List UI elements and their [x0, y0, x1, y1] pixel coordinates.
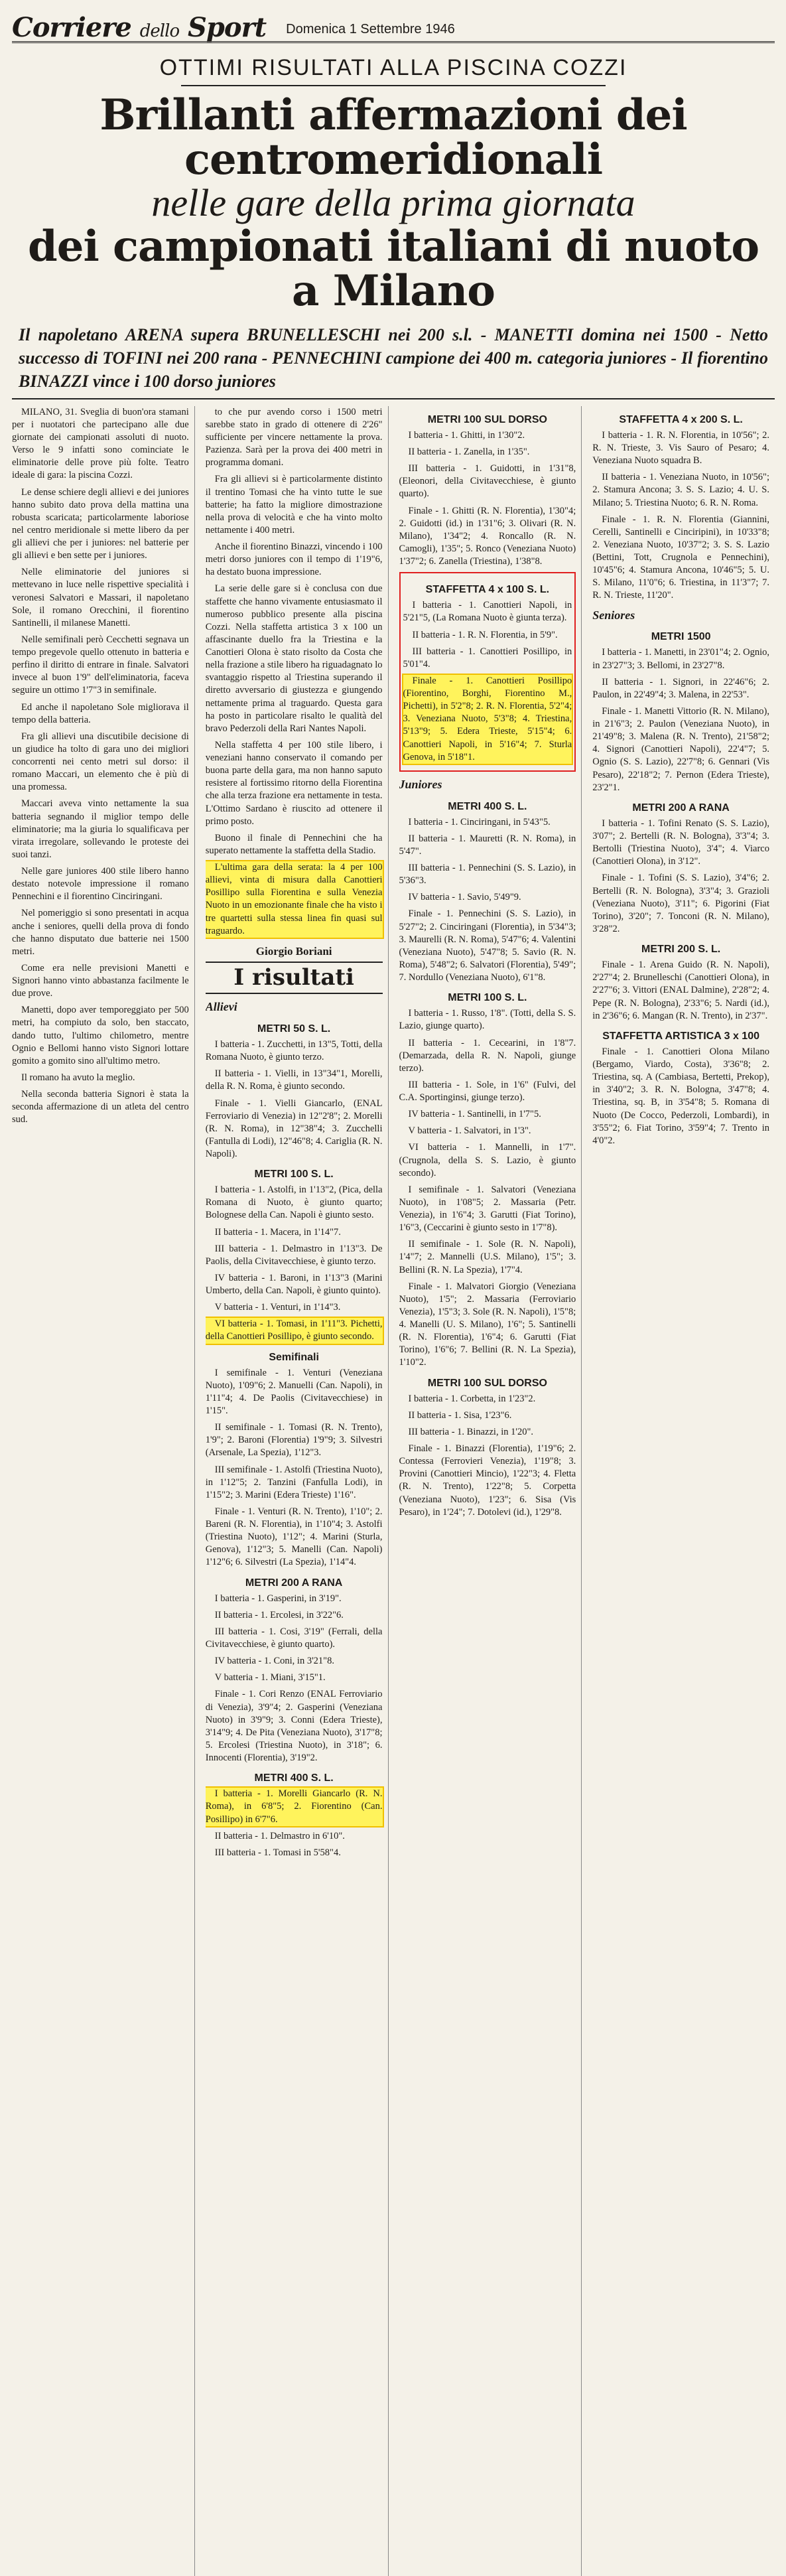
result-line: III batteria - 1. Sole, in 1'6" (Fulvi, del C.A. Sportinginsi, giunge terzo).	[399, 1079, 576, 1104]
masthead	[12, 7, 775, 43]
paragraph: Fra gli allievi una discutibile decisione di un giudice ha tolto di gara uno dei migliori concorrenti nei cento metri sul dorso: il romano Maccari, un elemento che è più di una promessa.	[12, 731, 189, 793]
event-heading: Semifinali	[269, 1351, 319, 1363]
paragraph: Manetti, dopo aver temporeggiato per 500 metri, ha compiuto da solo, ben staccato, dando tutto, l'ultimo chilometro, mentre Ognio e Bellomi hanno visto Signori lottare gomito a gomito sino all'ultimo metro.	[12, 1005, 189, 1066]
result-line: I batteria - 1. Russo, 1'8". (Totti, della S. S. Lazio, giunge quarto).	[399, 1008, 576, 1032]
result-line: III batteria - 1. Guidotti, in 1'31"8, (Eleonori, della Civitavecchiese, è giunto quarto).	[399, 463, 576, 500]
result-line: II batteria - 1. Ercolesi, in 3'22"6.	[214, 1609, 344, 1620]
result-line: V batteria - 1. Salvatori, in 1'3".	[408, 1125, 531, 1137]
headline-line1: Brillanti affermazioni dei centromeridionali	[99, 90, 687, 185]
column-1	[12, 406, 195, 2576]
result-line: Finale - 1. Malvatori Giorgio (Veneziana Nuoto), 1'5"; 2. Massaria (Ferroviario Venezia), 1'5"3; 3. Sole (R. N. Napoli), 1'5"8; 4. Manelli (U. S. Milano), 1'6"; 5. Santinelli (R. N. Florentia), 1'6"4; 6. Garutti (Fiat Torino), 1'6"6; 7. Bellini (R. N. La Spezia), 1'10"2.	[399, 1281, 576, 1368]
event-heading: METRI 400 S. L.	[448, 800, 527, 812]
result-line: III batteria - 1. Cosi, 3'19" (Ferrali, della Civitavecchiese, è giunto quarto).	[205, 1626, 383, 1650]
result-line: I batteria - 1. Zucchetti, in 13"5, Totti, della Romana Nuoto, è giunto terzo.	[205, 1039, 383, 1063]
result-line: V batteria - 1. Miani, 3'15"1.	[214, 1672, 326, 1683]
result-line: III batteria - 1. Delmastro in 1'13"3. De Paolis, della Civitavecchiese, è giunto terzo.	[205, 1243, 383, 1267]
result-line: I batteria - 1. Canottieri Napoli, in 5'21"5, (La Romana Nuoto è giunta terza).	[403, 600, 572, 624]
result-line: I batteria - 1. Corbetta, in 1'23"2.	[408, 1393, 536, 1404]
paragraph: Come era nelle previsioni Manetti e Signori hanno vinto abbastanza facilmente le due prove.	[12, 962, 189, 999]
paragraph: to che pur avendo corso i 1500 metri sarebbe stato in grado di ottenere di 2'26" sufficiente per vincere nettamente la prova. Pazienza. Sarà per la prova dei 400 metri in programma domani.	[205, 406, 383, 468]
column-2	[206, 406, 389, 2576]
event-heading: STAFFETTA 4 x 100 S. L.	[425, 584, 550, 596]
paragraph: Nella seconda batteria Signori è stata la seconda affermazione di un atleta del centro sud.	[12, 1089, 189, 1125]
section-heading: Allievi	[205, 1000, 237, 1014]
result-line: IV batteria - 1. Savio, 5'49"9.	[408, 892, 521, 903]
result-line: Finale - 1. Canottieri Olona Milano (Bergamo, Viardo, Costa), 3'36"8; 2. Triestina, sq. A (Cambiasa, Bertetti, Prekop), in 3'40"2; 3. R. N. Bologna, 3'47"8; 4. Triestina, sq. B, in 3'54"8; 5. Romana di Nuoto (De Cocco, Pederzoli, Lombardi), in 3'55"2; 6. Fiat Torino, 3'59"4; 7. Trento in 4'0"2.	[592, 1046, 769, 1146]
event-heading: METRI 50 S. L.	[257, 1023, 331, 1035]
results-heading: I risultati	[206, 962, 383, 994]
event-heading: METRI 1500	[651, 631, 711, 643]
paragraph: Le dense schiere degli allievi e dei juniores hanno subito dato prova della mattina una robusta scaricata; particolarmente laboriose nel centro meridionale si mette libero da per gli allievi che per i juniores: nel batterie per gli allievi e ben sette per i juniores.	[12, 486, 189, 561]
result-line: Finale - 1. Arena Guido (R. N. Napoli), 2'27"4; 2. Brunelleschi (Canottieri Olona), in 2'27"6; 3. Vittori (ENAL Dalmine), 2'28"2; 4. Pepe (R. N. Bologna), 2'33"6; 5. Nardi (id.), in 2'36"6; 6. Mangan (R. N. Trento), in 2'37".	[592, 960, 769, 1021]
event-heading: METRI 100 SUL DORSO	[427, 413, 547, 425]
section-heading: Juniores	[399, 777, 442, 791]
paragraph: Anche il fiorentino Binazzi, vincendo i 100 metri dorso juniores con il tempo di 1'19"6, ha destato buona impressione.	[205, 541, 383, 578]
paragraph: Fra gli allievi si è particolarmente distinto il trentino Tomasi che ha vinto tutte le sue batterie; ha fatto la migliore dimostrazione nella prova di velocità e che ha vinto molto nettamente i 400 metri.	[205, 474, 383, 536]
paragraph: Il romano ha avuto la meglio.	[21, 1072, 135, 1083]
event-heading: STAFFETTA 4 x 200 S. L.	[619, 413, 743, 425]
result-line: I semifinale - 1. Salvatori (Veneziana Nuoto), in 1'08"5; 2. Massaria (Petr. Venezia), in 1'6"4; 3. Garutti (Fiat Torino), 1'6"3, (Ceccarini è giunto sesto in 1'7"8).	[399, 1184, 576, 1234]
kicker-rule	[181, 85, 606, 86]
headline-line3: dei campionati italiani di nuoto a Milano	[27, 222, 759, 317]
result-line: II batteria - 1. Vielli, in 13"34"1, Morelli, della R. N. Roma, è giunto secondo.	[205, 1068, 383, 1092]
result-line: II batteria - 1. Cecearini, in 1'8"7. (Demarzada, della R. N. Napoli, giunge terzo).	[399, 1037, 576, 1074]
event-heading: METRI 200 A RANA	[245, 1577, 343, 1589]
result-line: I batteria - 1. Gasperini, in 3'19".	[214, 1593, 342, 1604]
result-line: III batteria - 1. Pennechini (S. S. Lazio), in 5'36"3.	[399, 863, 576, 887]
result-line: V batteria - 1. Venturi, in 1'14"3.	[214, 1302, 341, 1313]
result-line: III semifinale - 1. Astolfi (Triestina Nuoto), in 1'12"5; 2. Tanzini (Fanfulla Lodi), in 1'15"2; 3. Marini (Edera Trieste) 1'16".	[205, 1464, 383, 1500]
result-line: Finale - 1. R. N. Florentia (Giannini, Cerelli, Santinelli e Cinciripini), in 10'33"8; 2. Veneziana Nuoto, 10'37"2; 3. S. S. Lazio (Bettini, Tott, Crugnola e Pennechini), 10'45"6; 4. Stamura Ancona, 10'46"5; 5. U. S. Milano, 11'0"6; 6. Triestina, in 11'3"7; 7. R. N. Trieste, 11'20".	[592, 514, 769, 601]
highlighted-result-line: Finale - 1. Canottieri Posillipo (Fiorentino, Borghi, Fiorentino M., Pichetti), in 5'2"8; 2. R. N. Florentia, 5'2"4; 3. Veneziana Nuoto, 5'3"8; 4. Triestina, 5'13"9; 5. Edera Trieste, 5'15"4; 6. Canottieri Napoli, in 5'16"4; 7. Sturla Genova, in 5'18"1.	[403, 675, 572, 764]
paragraph: Nel pomeriggio si sono presentati in acqua anche i seniores, quelli della prova di fondo che hanno disputato due batterie nei 1500 metri.	[12, 908, 189, 957]
result-line: II batteria - 1. Zanella, in 1'35".	[408, 447, 530, 458]
result-line: I batteria - 1. Cinciringani, in 5'43"5.	[408, 816, 551, 827]
result-line: III batteria - 1. Tomasi in 5'58"4.	[214, 1847, 341, 1858]
event-heading: METRI 100 S. L.	[254, 1169, 334, 1181]
paragraph: Buono il finale di Pennechini che ha superato nettamente la staffetta della Stadio.	[205, 832, 383, 856]
relay-results-box	[399, 572, 576, 772]
event-heading: METRI 400 S. L.	[254, 1772, 334, 1784]
headline-line2: nelle gare della prima giornata	[151, 181, 635, 225]
result-line: II semifinale - 1. Sole (R. N. Napoli), 1'4"7; 2. Mannelli (U.S. Milano), 1'5"; 3. Bellini (R. N. La Spezia), 1'7"4.	[399, 1239, 576, 1275]
result-line: Finale - 1. Manetti Vittorio (R. N. Milano), in 21'6"3; 2. Paulon (Veneziana Nuoto), in 21'49"8; 3. Malena (R. N. Trento), 21'58"2; 4. Signori (Canottieri Napoli), 22'4"7; 5. Ognio (S. S. Lazio), 22'7"8; 6. Gennari (Vis Pesaro), 22'18"2; 7. Pernon (Edera Trieste), 23'2"1.	[592, 705, 769, 793]
headline-deck: Il napoletano ARENA supera BRUNELLESCHI nei 200 s.l. - MANETTI domina nei 1500 - Netto successo di TOFINI nei 200 rana - PENNECHINI campione dei 400 m. categoria juniores - Il fiorentino BINAZZI vince i 100 dorso juniores	[19, 324, 768, 391]
paragraph: Maccari aveva vinto nettamente la sua batteria segnando il miglior tempo delle eliminatorie; ma la giuria lo squalificava per virata irregolare, sollevando le proteste dei suoi tanzi.	[12, 798, 189, 860]
event-heading: METRI 100 S. L.	[448, 992, 527, 1004]
result-line: II batteria - 1. R. N. Florentia, in 5'9".	[412, 629, 558, 640]
result-line: II batteria - 1. Veneziana Nuoto, in 10'56"; 2. Stamura Ancona; 3. S. S. Lazio; 4. U. S. Milano; 5. Triestina Nuoto; 6. R. N. Roma.	[592, 472, 769, 508]
byline: Giorgio Boriani	[255, 944, 332, 958]
result-line: II batteria - 1. Macera, in 1'14"7.	[214, 1226, 341, 1238]
result-line: IV batteria - 1. Coni, in 3'21"8.	[214, 1656, 334, 1667]
result-line: II batteria - 1. Delmastro in 6'10".	[214, 1830, 345, 1841]
paragraph: Nelle semifinali però Cecchetti segnava un tempo pregevole quello ottenuto in batteria e perfino il diritto di entrare in finale. Salvatori invece al buon 1'9" dell'eliminatoria, faceva seguire un ottimo 1'7"3 in semifinale.	[12, 634, 189, 696]
result-line: Finale - 1. Vielli Giancarlo, (ENAL Ferroviario di Venezia) in 12"2'8"; 2. Morelli (R. N. Roma), in 12"38"4; 3. Zucchelli (Fantulla di Lodi), 12"46"8; 4. Cariglia (R. N. Napoli).	[205, 1098, 383, 1159]
paragraph: La serie delle gare si è conclusa con due staffette che hanno vivamente entusiasmato il numeroso pubblico presente alla piscina Cozzi. Nella staffetta artistica 3 x 100 un affascinante duello fra la Triestina e la Canottieri Olona è stato risolto da Costa che nella frazione a stile libero ha riguadagnato lo svantaggio rispetto al Triestina superando il diretto avversario di giustezza e giungendo nettamente prima al traguardo. Questa gara ha posto in particolare risalto le qualità del bravo Pederzoli della Rari Nantes Napoli.	[205, 583, 383, 734]
result-line: III batteria - 1. Canottieri Posillipo, in 5'01"4.	[403, 646, 572, 670]
highlighted-paragraph: L'ultima gara della serata: la 4 per 100 allievi, vinta di misura dalla Canottieri Posillipo sulla Fiorentina e sulla Venezia Nuoto in un emozionante finale che ha visto i tre quartetti sulla stessa linea fin quasi sul traguardo.	[206, 861, 383, 938]
event-heading: STAFFETTA ARTISTICA 3 x 100	[602, 1030, 759, 1042]
article-columns	[12, 406, 775, 2576]
result-line: II batteria - 1. Signori, in 22'46"6; 2. Paulon, in 22'49"4; 3. Malena, in 22'53".	[592, 676, 769, 700]
result-line: VI batteria - 1. Mannelli, in 1'7". (Crugnola, della S. S. Lazio, è giunto secondo).	[399, 1142, 576, 1179]
result-line: Finale - 1. Ghitti (R. N. Florentia), 1'30"4; 2. Guidotti (id.) in 1'31"6; 3. Olivari (R. N. Milano), 1'34"2; 4. Roncallo (R. N. Camogli), 1'35"; 5. Ronco (Veneziana Nuoto) 1'37"2; 6. Zanella (Triestina), 1'38"8.	[399, 505, 576, 567]
result-line: IV batteria - 1. Santinelli, in 1'7"5.	[408, 1109, 541, 1120]
result-line: II batteria - 1. Sisa, 1'23"6.	[408, 1409, 512, 1421]
newspaper-page	[12, 7, 775, 2528]
column-3	[399, 406, 582, 2576]
headline-kicker: OTTIMI RISULTATI ALLA PISCINA COZZI	[159, 55, 627, 80]
result-line: I batteria - 1. Manetti, in 23'01"4; 2. Ognio, in 23'27"3; 3. Bellomi, in 23'27"8.	[592, 647, 769, 671]
masthead-date: Domenica 1 Settembre 1946	[286, 22, 455, 36]
event-heading: METRI 200 S. L.	[641, 944, 721, 956]
result-line: IV batteria - 1. Baroni, in 1'13"3 (Marini Umberto, della Can. Napoli, è giunto quinto).	[205, 1272, 383, 1297]
highlighted-result-line: I batteria - 1. Morelli Giancarlo (R. N. Roma), in 6'8"5; 2. Fiorentino (Can. Posillipo) in 6'7"6.	[206, 1788, 383, 1825]
section-heading: Seniores	[592, 608, 635, 622]
result-line: II batteria - 1. Mauretti (R. N. Roma), in 5'47".	[399, 833, 576, 857]
result-line: Finale - 1. Venturi (R. N. Trento), 1'10"; 2. Bareni (R. N. Florentia), in 1'10"4; 3. Astolfi (Triestina Nuoto), 1'12"; 4. Marini (Sturla, Genova), 1'12"3; 5. Manelli (Can. Napoli) 1'12"6; 6. Silvestri (La Spezia), 1'14"4.	[205, 1506, 383, 1568]
event-heading: METRI 100 SUL DORSO	[427, 1377, 547, 1389]
result-line: I batteria - 1. Tofini Renato (S. S. Lazio), 3'07"; 2. Bertelli (R. N. Bologna), 3'3"4; 3. Bertolli (Triestina Nuoto), 3'4"; 4. Viarco (Canottieri Olona), in 3'12".	[592, 818, 769, 867]
paragraph: Ed anche il napoletano Sole migliorava il tempo della batteria.	[12, 701, 189, 725]
highlighted-result-line: VI batteria - 1. Tomasi, in 1'11"3. Pichetti, della Canottieri Posillipo, è giunto secondo.	[206, 1318, 383, 1343]
result-line: Finale - 1. Binazzi (Florentia), 1'19"6; 2. Contessa (Ferrovieri Venezia), 1'19"8; 3. Provini (Canottieri Mincio), 1'22"3; 4. Fletta (R. N. Trento), 1'22"8; 5. Corpetta (Veneziana Nuoto), 1'23"; 6. Sisa (Vis Pesaro), in 1'24"; 7. Dotolevi (id.), 1'29"8.	[399, 1443, 576, 1518]
deck-rule	[12, 398, 775, 399]
column-4	[592, 406, 775, 2576]
result-line: III batteria - 1. Binazzi, in 1'20".	[408, 1426, 534, 1437]
masthead-logo: Corriere dello Sport	[12, 12, 267, 43]
result-line: I batteria - 1. Ghitti, in 1'30"2.	[408, 429, 525, 441]
result-line: Finale - 1. Pennechini (S. S. Lazio), in 5'27"2; 2. Cinciringani (Florentia), in 5'34"3; 3. Maurelli (R. N. Roma), 5'47"6; 4. Valentini (Veneziana Nuoto), 5'47"8; 5. Savio (R. N. Roma), 5'48"2; 6. Salvatori (Florentia), 5'49"; 7. Nordullo (Veneziana Nuoto), 6'1"8.	[399, 908, 576, 983]
result-line: I batteria - 1. R. N. Florentia, in 10'56"; 2. R. N. Trieste, 3. Vis Sauro of Pesaro; 4. Veneziana Nuoto squadra B.	[592, 429, 769, 466]
paragraph: Nella staffetta 4 per 100 stile libero, i veneziani hanno conservato il comando per buona parte della gara, ma non hanno saputo resistere al fortissimo ritorno della Fiorentina che alla terza frazione era nettamente in testa. L'Ottimo Sardano è riuscito ad ottenere il primo posto.	[205, 739, 383, 827]
paragraph: Nelle gare juniores 400 stile libero hanno destato notevole impressione il romano Pennechini e il fiorentino Cinciringani.	[12, 866, 189, 902]
result-line: Finale - 1. Tofini (S. S. Lazio), 3'4"6; 2. Bertelli (R. N. Bologna), 3'3"4; 3. Grazioli (Veneziana Nuoto), 3'11"; 6. Pigorini (Fiat Torino), 3'20"; 7. Tonconi (R. N. Milano), 3'28"2.	[592, 873, 769, 934]
paragraph: MILANO, 31. Sveglia di buon'ora stamani per i nuotatori che partecipano alle due giornate dei campionati assoluti di nuoto. Verso le 9 infatti sono cominciate le eliminatorie delle prove più folte. Teatro ideale di gara: la piscina Cozzi.	[12, 406, 189, 481]
result-line: I batteria - 1. Astolfi, in 1'13"2, (Pica, della Romana di Nuoto, è giunto quarto; Bolognese della Can. Napoli è giunto sesto.	[205, 1184, 383, 1221]
event-heading: METRI 200 A RANA	[632, 802, 730, 814]
result-line: II semifinale - 1. Tomasi (R. N. Trento), 1'9"; 2. Baroni (Florentia) 1'9"9; 3. Silvestri (Arsenale, La Spezia), 1'12"3.	[205, 1422, 383, 1459]
result-line: Finale - 1. Cori Renzo (ENAL Ferroviario di Venezia), 3'9"4; 2. Gasperini (Veneziana Nuoto) in 3'9"9; 3. Conni (Edera Trieste), 3'14"9; 4. De Pita (Veneziana Nuoto), 3'17"8; 5. Ercolesi (Triestina Nuoto), in 3'18"; 6. Innocenti (Florentia), 3'19"2.	[205, 1689, 383, 1764]
paragraph: Nelle eliminatorie del juniores si mettevano in luce nelle rispettive specialità i veronesi Salvatori e Massari, il napoletano Sole, il romano Orecchini, il fiorentino Santinelli, il milanese Manetti.	[12, 567, 189, 628]
result-line: I semifinale - 1. Venturi (Veneziana Nuoto), 1'09"6; 2. Manuelli (Can. Napoli), in 1'11"4; 4. De Paolis (Civitavecchiese) in 1'15".	[205, 1367, 383, 1417]
